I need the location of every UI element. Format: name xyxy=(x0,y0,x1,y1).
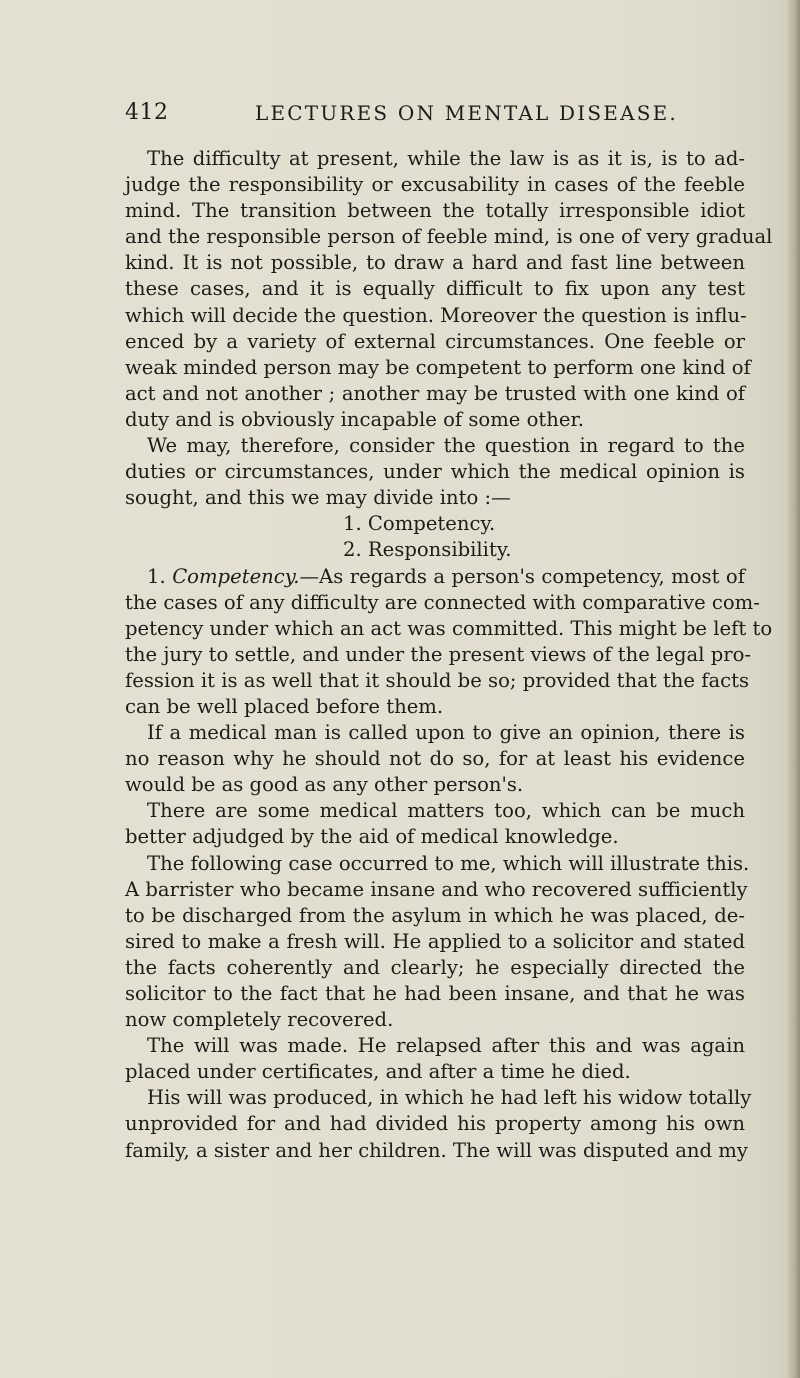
text-line: family, a sister and her children. The will was disputed and my xyxy=(125,1138,748,1162)
text-line: His will was produced, in which he had left his widow totally xyxy=(147,1086,752,1110)
text-line: better adjudged by the aid of medical knowledge. xyxy=(125,825,619,849)
page-edge-shadow xyxy=(786,0,800,1378)
list-item: 2. Responsibility. xyxy=(343,538,512,562)
text-line: duty and is obviously incapable of some other. xyxy=(125,407,584,431)
text-line: duties or circumstances, under which the medical opinion is xyxy=(125,460,745,484)
page-header xyxy=(125,100,745,140)
text-line: no reason why he should not do so, for at least his evidence xyxy=(125,747,745,771)
text-line: and the responsible person of feeble mind, is one of very gradual xyxy=(125,225,773,249)
subhead-text: —As regards a person's competency, most of xyxy=(299,564,745,588)
text-line: enced by a variety of external circumstances. One feeble or xyxy=(125,329,745,353)
text-line: kind. It is not possible, to draw a hard and fast line between xyxy=(125,251,745,275)
text-line: The difficulty at present, while the law is as it is, is to ad- xyxy=(147,147,745,170)
text-line: which will decide the question. Moreover the question is influ- xyxy=(125,303,747,327)
text-line: can be well placed before them. xyxy=(125,694,444,718)
text-line: the jury to settle, and under the present views of the legal pro- xyxy=(125,642,752,666)
text-line: solicitor to the fact that he had been insane, and that he was xyxy=(125,982,745,1005)
text-line: placed under certificates, and after a time he died. xyxy=(125,1060,631,1084)
text-line: sought, and this we may divide into :— xyxy=(125,486,511,510)
text-line: the cases of any difficulty are connected with comparative com- xyxy=(125,590,760,614)
text-line: petency under which an act was committed. This might be left to xyxy=(125,616,773,640)
text-line: If a medical man is called upon to give an opinion, there is xyxy=(147,721,745,745)
text-line: A barrister who became insane and who recovered sufficiently xyxy=(125,877,748,901)
section-subhead-line xyxy=(125,564,745,590)
page-number: 412 xyxy=(125,100,169,125)
text-line: now completely recovered. xyxy=(125,1008,394,1032)
text-line: these cases, and it is equally difficult to fix upon any test xyxy=(125,277,745,301)
subhead-number: 1. xyxy=(147,564,166,588)
body-text xyxy=(125,146,773,1164)
text-line: the facts coherently and clearly; he especially directed the xyxy=(125,955,745,979)
text-line: weak minded person may be competent to perform one kind of xyxy=(125,355,751,379)
text-line: There are some medical matters too, which can be much xyxy=(147,799,745,823)
text-line: sired to make a fresh will. He applied to a solicitor and stated xyxy=(125,929,745,953)
list-item: 1. Competency. xyxy=(343,512,496,536)
subhead-term: Competency. xyxy=(172,564,300,588)
text-line: The following case occurred to me, which will illustrate this. xyxy=(147,851,750,875)
text-line: mind. The transition between the totally irresponsible idiot xyxy=(125,199,745,223)
text-line: judge the responsibility or excusability in cases of the feeble xyxy=(125,173,745,197)
text-line: The will was made. He relapsed after this and was again xyxy=(147,1034,745,1058)
text-line: would be as good as any other person's. xyxy=(125,773,524,797)
text-line: to be discharged from the asylum in which he was placed, de- xyxy=(125,903,745,927)
text-line: fession it is as well that it should be so; provided that the facts xyxy=(125,668,750,692)
text-line: We may, therefore, consider the question in regard to the xyxy=(147,434,745,458)
text-line: unprovided for and had divided his property among his own xyxy=(125,1112,745,1136)
running-title: LECTURES ON MENTAL DISEASE. xyxy=(255,101,678,125)
text-line: act and not another ; another may be trusted with one kind of xyxy=(125,381,745,405)
